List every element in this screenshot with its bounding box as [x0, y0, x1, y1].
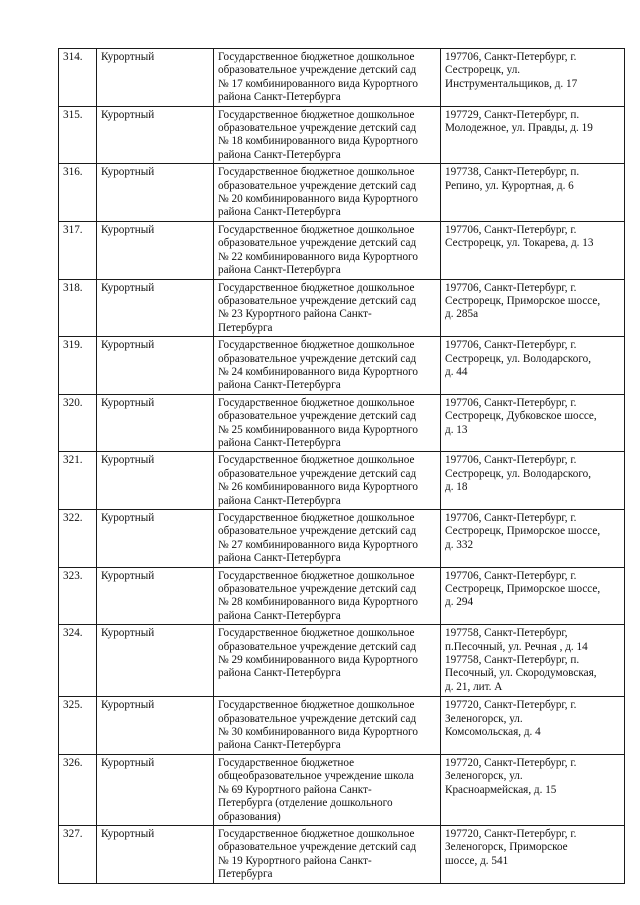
address-line: д. 13	[445, 423, 468, 436]
table-row	[59, 394, 625, 452]
district-cell: Курортный	[97, 337, 214, 395]
address-line: Песочный, ул. Скородумовская,	[445, 667, 597, 680]
district-cell: Курортный	[97, 106, 214, 164]
table-row	[59, 754, 625, 825]
table-body	[59, 49, 625, 884]
row-number: 318.	[59, 279, 97, 337]
institution-name-line: образовательное учреждение детский сад	[218, 352, 417, 365]
address-line: 197706, Санкт-Петербург, г.	[445, 569, 577, 582]
institution-name-line: образовательное учреждение детский сад	[218, 410, 417, 423]
institution-name-line: Государственное бюджетное дошкольное	[218, 699, 415, 712]
address-cell	[441, 754, 625, 825]
address-cell	[441, 106, 625, 164]
address-cell	[441, 697, 625, 755]
address-line: Сестрорецк, Дубковское шоссе,	[445, 410, 597, 423]
institution-name-line: № 26 комбинированного вида Курортного	[218, 481, 418, 494]
institution-name-line: Государственное бюджетное дошкольное	[218, 627, 415, 640]
address-line: Сестрорецк, Приморское шоссе,	[445, 583, 601, 596]
institution-name-cell	[214, 106, 441, 164]
district-cell: Курортный	[97, 697, 214, 755]
address-line: 197758, Санкт-Петербург,	[445, 627, 568, 640]
institution-name-line: Петербурга	[218, 321, 273, 334]
district-cell: Курортный	[97, 510, 214, 568]
institution-name-line: Государственное бюджетное дошкольное	[218, 512, 415, 524]
district-cell: Курортный	[97, 825, 214, 883]
district-cell: Курортный	[97, 567, 214, 625]
institution-name-line: образования)	[218, 810, 281, 823]
district-cell: Курортный	[97, 625, 214, 697]
institution-name-cell	[214, 625, 441, 697]
institution-name-line: Государственное бюджетное	[218, 756, 355, 769]
district-cell: Курортный	[97, 452, 214, 510]
table-row	[59, 221, 625, 279]
institution-name-line: района Санкт-Петербурга	[218, 264, 341, 277]
row-number: 317.	[59, 221, 97, 279]
table-row	[59, 825, 625, 883]
address-cell	[441, 567, 625, 625]
address-cell	[441, 164, 625, 222]
address-line: Зеленогорск, ул.	[445, 712, 523, 725]
document-page	[58, 48, 624, 884]
row-number: 327.	[59, 825, 97, 883]
institution-name-line: № 20 комбинированного вида Курортного	[218, 193, 418, 206]
address-line: 197720, Санкт-Петербург, г.	[445, 699, 577, 712]
institution-name-line: Государственное бюджетное дошкольное	[218, 281, 415, 294]
address-line: Комсомольская, д. 4	[445, 726, 541, 739]
institution-name-line: образовательное учреждение детский сад	[218, 712, 417, 725]
table-row	[59, 106, 625, 164]
table-row	[59, 625, 625, 697]
address-line: 197706, Санкт-Петербург, г.	[445, 396, 577, 409]
institution-name-line: Государственное бюджетное дошкольное	[218, 569, 415, 582]
table-row	[59, 452, 625, 510]
institution-name-line: № 22 комбинированного вида Курортного	[218, 250, 418, 263]
address-line: 197706, Санкт-Петербург, г.	[445, 223, 577, 236]
institutions-table	[58, 48, 625, 884]
institution-name-cell	[214, 279, 441, 337]
institution-name-line: района Санкт-Петербурга	[218, 91, 341, 104]
row-number: 324.	[59, 625, 97, 697]
address-line: Молодежное, ул. Правды, д. 19	[445, 122, 593, 135]
institution-name-cell	[214, 221, 441, 279]
institution-name-line: Государственное бюджетное дошкольное	[218, 454, 415, 467]
institution-name-line: № 23 Курортного района Санкт-	[218, 308, 372, 321]
institution-name-line: района Санкт-Петербурга	[218, 436, 341, 449]
address-cell	[441, 337, 625, 395]
institution-name-line: образовательное учреждение детский сад	[218, 467, 417, 480]
institution-name-cell	[214, 337, 441, 395]
row-number: 322.	[59, 510, 97, 568]
institution-name-line: Государственное бюджетное дошкольное	[218, 827, 415, 840]
institution-name-cell	[214, 697, 441, 755]
institution-name-cell	[214, 164, 441, 222]
institution-name-line: образовательное учреждение детский сад	[218, 64, 417, 77]
address-line: Зеленогорск, Приморское	[445, 841, 568, 854]
institution-name-cell	[214, 825, 441, 883]
institution-name-line: № 19 Курортного района Санкт-	[218, 854, 372, 867]
address-line: 197706, Санкт-Петербург, г.	[445, 51, 577, 63]
district-cell: Курортный	[97, 164, 214, 222]
table-row	[59, 337, 625, 395]
address-line: 197706, Санкт-Петербург, г.	[445, 281, 577, 294]
address-line: 197738, Санкт-Петербург, п.	[445, 166, 580, 179]
institution-name-cell	[214, 567, 441, 625]
institution-name-line: № 25 комбинированного вида Курортного	[218, 423, 418, 436]
address-cell	[441, 825, 625, 883]
institution-name-line: Государственное бюджетное дошкольное	[218, 223, 415, 236]
address-line: шоссе, д. 541	[445, 854, 509, 867]
institution-name-line: образовательное учреждение детский сад	[218, 122, 417, 135]
address-cell	[441, 221, 625, 279]
institution-name-line: № 30 комбинированного вида Курортного	[218, 726, 418, 739]
district-cell: Курортный	[97, 754, 214, 825]
address-line: д. 294	[445, 596, 474, 609]
address-line: 197729, Санкт-Петербург, п.	[445, 108, 580, 121]
institution-name-line: района Санкт-Петербурга	[218, 667, 341, 680]
institution-name-line: Государственное бюджетное дошкольное	[218, 108, 415, 121]
district-cell: Курортный	[97, 49, 214, 107]
address-line: д. 44	[445, 365, 468, 378]
institution-name-cell	[214, 394, 441, 452]
institution-name-cell	[214, 49, 441, 107]
institution-name-line: Петербурга	[218, 868, 273, 881]
institution-name-line: общеобразовательное учреждение школа	[218, 770, 414, 783]
table-row	[59, 697, 625, 755]
row-number: 325.	[59, 697, 97, 755]
institution-name-line: района Санкт-Петербурга	[218, 148, 341, 161]
table-row	[59, 49, 625, 107]
address-line: Сестрорецк, ул. Володарского,	[445, 467, 592, 480]
institution-name-line: образовательное учреждение детский сад	[218, 583, 417, 596]
address-line: п.Песочный, ул. Речная , д. 14	[445, 640, 588, 653]
address-cell	[441, 625, 625, 697]
address-line: Репино, ул. Курортная, д. 6	[445, 179, 574, 192]
institution-name-line: № 18 комбинированного вида Курортного	[218, 135, 418, 148]
address-line: 197720, Санкт-Петербург, г.	[445, 756, 577, 769]
address-line: 197720, Санкт-Петербург, г.	[445, 827, 577, 840]
institution-name-line: образовательное учреждение детский сад	[218, 179, 417, 192]
institution-name-line: Государственное бюджетное дошкольное	[218, 166, 415, 179]
address-line: Сестрорецк, ул. Токарева, д. 13	[445, 237, 594, 250]
row-number: 319.	[59, 337, 97, 395]
institution-name-line: № 69 Курортного района Санкт-	[218, 783, 372, 796]
institution-name-line: образовательное учреждение детский сад	[218, 640, 417, 653]
address-line: д. 21, лит. А	[445, 680, 503, 693]
institution-name-line: Государственное бюджетное дошкольное	[218, 396, 415, 409]
address-line: Сестрорецк, Приморское шоссе,	[445, 525, 601, 538]
institution-name-line: № 29 комбинированного вида Курортного	[218, 654, 418, 667]
address-cell	[441, 510, 625, 568]
district-cell: Курортный	[97, 394, 214, 452]
institution-name-cell	[214, 510, 441, 568]
institution-name-line: образовательное учреждение детский сад	[218, 237, 417, 250]
institution-name-line: № 24 комбинированного вида Курортного	[218, 365, 418, 378]
row-number: 321.	[59, 452, 97, 510]
address-line: 197706, Санкт-Петербург, г.	[445, 512, 577, 524]
address-cell	[441, 394, 625, 452]
institution-name-line: образовательное учреждение детский сад	[218, 525, 417, 538]
institution-name-line: образовательное учреждение детский сад	[218, 841, 417, 854]
institution-name-line: района Санкт-Петербурга	[218, 206, 341, 219]
address-cell	[441, 279, 625, 337]
address-line: Сестрорецк, Приморское шоссе,	[445, 294, 601, 307]
address-line: 197706, Санкт-Петербург, г.	[445, 339, 577, 352]
institution-name-line: образовательное учреждение детский сад	[218, 294, 417, 307]
institution-name-cell	[214, 754, 441, 825]
institution-name-line: района Санкт-Петербурга	[218, 552, 341, 565]
institution-name-line: района Санкт-Петербурга	[218, 494, 341, 507]
institution-name-line: № 17 комбинированного вида Курортного	[218, 77, 418, 90]
table-row	[59, 567, 625, 625]
row-number: 320.	[59, 394, 97, 452]
address-line: д. 285а	[445, 308, 479, 321]
institution-name-line: Государственное бюджетное дошкольное	[218, 51, 415, 63]
row-number: 314.	[59, 49, 97, 107]
table-row	[59, 164, 625, 222]
address-line: д. 332	[445, 538, 474, 551]
address-line: Сестрорецк, ул.	[445, 64, 521, 77]
table-row	[59, 279, 625, 337]
address-line: д. 18	[445, 481, 468, 494]
address-line: 197758, Санкт-Петербург, п.	[445, 654, 580, 667]
address-line: 197706, Санкт-Петербург, г.	[445, 454, 577, 467]
row-number: 323.	[59, 567, 97, 625]
institution-name-line: Государственное бюджетное дошкольное	[218, 339, 415, 352]
institution-name-line: № 27 комбинированного вида Курортного	[218, 538, 418, 551]
address-line: Красноармейская, д. 15	[445, 783, 557, 796]
district-cell: Курортный	[97, 279, 214, 337]
institution-name-line: района Санкт-Петербурга	[218, 379, 341, 392]
row-number: 326.	[59, 754, 97, 825]
institution-name-line: района Санкт-Петербурга	[218, 609, 341, 622]
institution-name-cell	[214, 452, 441, 510]
address-line: Зеленогорск, ул.	[445, 770, 523, 783]
district-cell: Курортный	[97, 221, 214, 279]
institution-name-line: района Санкт-Петербурга	[218, 739, 341, 752]
institution-name-line: № 28 комбинированного вида Курортного	[218, 596, 418, 609]
address-cell	[441, 452, 625, 510]
institution-name-line: Петербурга (отделение дошкольного	[218, 797, 393, 810]
row-number: 316.	[59, 164, 97, 222]
row-number: 315.	[59, 106, 97, 164]
address-line: Инструментальщиков, д. 17	[445, 77, 578, 90]
table-row	[59, 510, 625, 568]
address-line: Сестрорецк, ул. Володарского,	[445, 352, 592, 365]
address-cell	[441, 49, 625, 107]
